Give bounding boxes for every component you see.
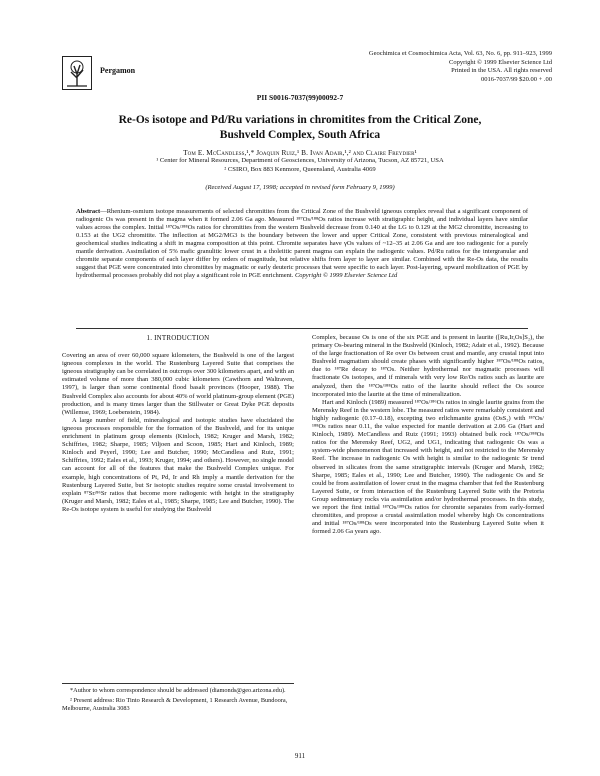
footnotes [62, 687, 294, 715]
body-paragraph: Complex, because Os is one of the six PGE and is present in laurite ([Ru,Ir,Os]S₂), the primary Os-bearing mineral in the Bushveld (Kinloch, 1982; Adair et al., 1992). Because of the large fractionation of Re over Os between crust and mantle, any crustal input into Bushveld magmatism should create phases with significantly higher ¹⁸⁷Os/¹⁸⁸Os ratios, due to ¹⁸⁷Re decay to ¹⁸⁷Os. Neither hydrothermal nor magmatic processes will fractionate Os isotopes, and if minerals with very low Re/Os ratios such as laurite are analyzed, then the ¹⁸⁷Os/¹⁸⁸Os ratio of the laurite should reflect the Os source incorporated into the laurite at the time of mineralization. [312, 334, 544, 398]
author-list: Tom E. McCandless,¹,* Joaquin Ruiz,¹ B. Ivan Adair,¹,² and Claire Freydier¹ [183, 148, 417, 157]
received-dates: (Received August 17, 1998; accepted in revised form February 9, 1999) [205, 184, 395, 191]
right-column [312, 334, 544, 536]
abstract-text: —Rhenium-osmium isotope measurements of selected chromitites from the Critical Zone of the Bushveld igneous complex reveal that a significant component of radiogenic Os was present in the magma when it formed 2.06 Ga ago. Measured ¹⁸⁷Os/¹⁸⁸Os ratios increase with stratigraphic height, and individual layers have similar values across the complex. Initial ¹⁸⁷Os/¹⁸⁸Os ratios for chromitites from the western Bushveld decrease from 0.140 at the LG to 0.129 at the MG2 chromitite, increasing to 0.153 at the UG2 chromitite. The inflection at MG2/MG3 is the boundary between the lower and upper Critical Zone, consistent with previous mineralogical and geochemical studies indicating a shift in magma composition at this point. Chromite separates have γOs values of ~12–35 at 2.06 Ga and are too radiogenic for a purely mantle derivation. Assimilation of 5% mafic granulitic lower crust in a tholeiitic parent magma can explain the radiogenic values. Pd/Ru ratios for the intergranular and chromite separate components of each layer differ by orders of magnitude, but relative shifts from layer to layer are similar. Combined with the Re-Os data, the results suggest that PGE were concentrated into chromitites by magmatic or early deuteric processes that were specific to each layer. Post-layering, upward mobilization of PGE by hydrothermal processes probably did not play a significant role in PGE enrichment. [76, 208, 528, 280]
footnote: ² Present address: Rio Tinto Research & Development, 1 Research Avenue, Bundoora, Melbourne, Australia 3083 [62, 697, 288, 712]
page-number: 911 [294, 752, 306, 760]
pergamon-logo-icon [62, 56, 92, 90]
footnote: *Author to whom correspondence should be addressed (diamonds@geo.arizona.edu). [70, 687, 286, 694]
left-column [62, 334, 294, 514]
title-line: Re-Os isotope and Pd/Ru variations in chromitites from the Critical Zone, [118, 114, 482, 126]
journal-line: 0016-7037/99 $20.00 + .00 [480, 75, 552, 83]
publisher-name: Pergamon [100, 66, 136, 75]
journal-line: Copyright © 1999 Elsevier Science Ltd [449, 58, 552, 66]
abstract-label: Abstract [76, 208, 101, 215]
section-heading: 1. INTRODUCTION [146, 334, 210, 342]
affiliations [60, 156, 540, 174]
affiliation: ² CSIRO, Box 883 Kenmore, Queensland, Australia 4069 [224, 166, 376, 174]
pii-code: PII S0016-7037(99)00092-7 [256, 93, 344, 102]
journal-line: Printed in the USA. All rights reserved [451, 67, 552, 75]
affiliation: ¹ Center for Mineral Resources, Department of Geosciences, University of Arizona, Tucson, AZ 85721, USA [156, 157, 444, 164]
footnote-divider [62, 683, 294, 684]
body-paragraph: Hart and Kinloch (1989) measured ¹⁸⁷Os/¹⁸⁶Os ratios in single laurite grains from the Merensky Reef in the western lobe. The measured ratios were remarkably consistent and highly radiogenic (0.17–0.18), excepting two erlichmanite grains (OsS₂) with ¹⁸⁷Os/¹⁸⁸Os ratios near 0.11, the value expected for mantle derivation at 2.06 Ga (Hart and Kinloch, 1989). McCandless and Ruiz (1991; 1993) obtained bulk rock ¹⁸⁷Os/¹⁸⁸Os ratios for the Merensky Reef, UG2, and UG1, indicating that radiogenic Os was a system-wide phenomenon that increased with height, and not restricted to the Merensky Reef. The increase in radiogenic Os with height is similar to the radiogenic Sr trend observed in silicates from the same stratigraphic intervals (Kruger and Marsh, 1982; Sharpe, 1985; Eales et al., 1990; Lee and Butcher, 1990). The radiogenic Os and Sr could be from assimilation of lower crust in the magma chamber that fed the Rustenburg Layered Suite, or from interaction of the Rustenburg Layered Suite with the Pretoria Group sedimentary rocks via assimilation and/or hydrothermal processes. In this study, we report the first initial ¹⁸⁷Os/¹⁸⁸Os ratios for chromite separates from early-formed chromitites, and propose a crustal assimilation model whereby high Os concentrations and initial ¹⁸⁷Os/¹⁸⁸Os were incorporated into the Rustenburg Layered Suite when it formed 2.06 Ga years ago. [312, 398, 544, 536]
abstract-divider [76, 328, 528, 329]
paper-title [60, 113, 540, 143]
body-paragraph: A large number of field, mineralogical and isotopic studies have elucidated the igneous processes responsible for the formation of the Bushveld, and for its unique enrichment in platinum group elements (Kinloch, 1982; Kruger and Marsh, 1982; Schiffries, 1982; Sharpe, 1985; Viljoen and Scoon, 1985; Hart and Kinloch, 1989; Kinloch and Peyerl, 1990; Lee and Butcher, 1990; McCandless and Ruiz, 1991; Schiffries, 1992; Eales et al., 1993; Kruger, 1994; and others). However, no single model can account for all of the features that make the Bushveld Complex unique. For example, high concentrations of Pt, Pd, Ir and Rh imply a mantle derivation for the Rustenburg Layered Suite, but Sr isotopic studies require some crustal involvement to explain ⁸⁷Sr/⁸⁶Sr ratios that become more radiogenic with height in the stratigraphy (Kruger and Marsh, 1982; Eales et al., 1985; Sharpe, 1985; Lee and Butcher, 1990). The Re-Os isotope system is useful for studying the Bushveld [62, 416, 294, 513]
body-paragraph: Covering an area of over 60,000 square kilometers, the Bushveld is one of the largest igneous complexes in the world. The Rustenburg Layered Suite that comprises the igneous stratigraphy can be correlated in outcrops over 300 kilometers apart, and with an estimated volume of more than 380,000 cubic kilometers (Cawthorn and Waltraven, 1997), is larger than some continental flood basalt provinces (Hooper, 1988). The Bushveld Complex also accounts for about 40% of world platinum-group element (PGE) production, and is many times larger than the Stillwater or Great Dyke PGE deposits (Willemse, 1969; Loebenstein, 1984). [62, 352, 294, 416]
title-line: Bushveld Complex, South Africa [219, 129, 381, 141]
abstract [76, 208, 528, 280]
journal-info [292, 50, 552, 84]
abstract-copyright: Copyright © 1999 Elsevier Science Ltd [294, 272, 398, 280]
journal-line: Geochimica et Cosmochimica Acta, Vol. 63, No. 6, pp. 911–923, 1999 [368, 50, 552, 57]
